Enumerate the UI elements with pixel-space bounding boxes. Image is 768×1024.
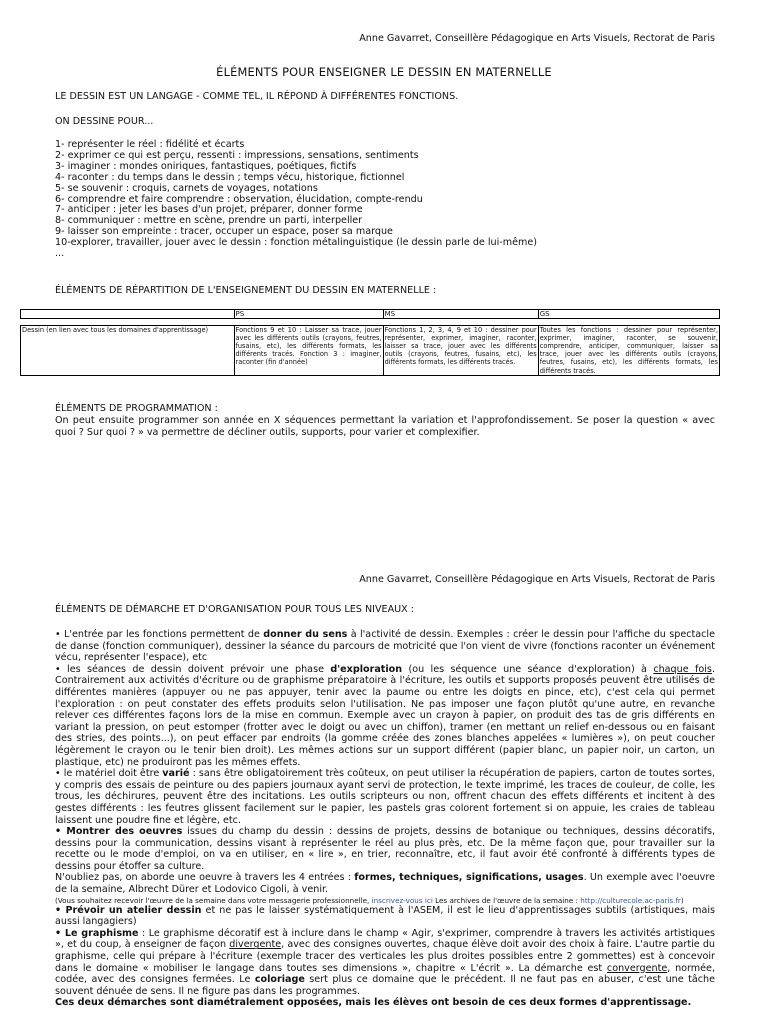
table-header-cell bbox=[21, 310, 235, 319]
programmation-heading: ÉLÉMENTS DE PROGRAMMATION : bbox=[55, 403, 218, 414]
list-item: 8- communiquer : mettre en scène, prendre un parti, interpeller bbox=[55, 215, 363, 227]
bullet-oeuvres: • Montrer des oeuvres issues du champ du dessin : dessins de projets, dessins de botanique ou techniques, dessins décoratifs, dessins pour la communication, dessins visant à représenter le réel au plus près, etc. De la même façon que, pour travailler sur la recette ou le mode d'emploi, on va en utiliser, en « lire », en trier, reconnaître, etc, il faut avoir été confronté à différents types de dessins pour étoffer sa culture. bbox=[55, 826, 716, 872]
archives-link[interactable]: http://culturecole.ac-paris.fr bbox=[580, 895, 681, 905]
on-dessine-heading: ON DESSINE POUR... bbox=[55, 116, 154, 127]
conclusion-line: Ces deux démarches sont diamétralement opposées, mais les élèves ont besoin de ces deux formes d'apprentissage. bbox=[55, 997, 692, 1009]
list-item: 10-explorer, travailler, jouer avec le dessin : fonction métalinguistique (le dessin parle de lui-même) bbox=[55, 237, 537, 249]
table-row-label: Dessin (en lien avec tous les domaines d'apprentissage) bbox=[21, 326, 235, 376]
table-row bbox=[21, 326, 720, 376]
list-item: 3- imaginer : mondes oniriques, fantastiques, poétiques, fictifs bbox=[55, 160, 357, 172]
list-item: 2- exprimer ce qui est perçu, ressenti : impressions, sensations, sentiments bbox=[55, 149, 419, 161]
list-item: ... bbox=[55, 248, 65, 260]
subscribe-link[interactable]: inscrivez-vous ici bbox=[371, 895, 433, 905]
functions-list bbox=[55, 140, 537, 260]
list-item: 4- raconter : du temps dans le dessin ; temps vécu, historique, fictionnel bbox=[55, 171, 405, 183]
list-item: 1- représenter le réel : fidélité et écarts bbox=[55, 139, 245, 150]
programmation-text: On peut ensuite programmer son année en X séquences permettant la variation et l'approfondissement. Se poser la question « avec quoi ? Sur quoi ? » va permettre de décliner outils, supports, pour varier et complexifier. bbox=[55, 415, 715, 438]
bullet-entrees: N'oubliez pas, on aborde une oeuvre à travers les 4 entrées : formes, techniques, significations, usages. Un exemple avec l'oeuvre de la semaine, Albrecht Dürer et Lodovico Cigoli, à venir. bbox=[55, 872, 715, 896]
newsletter-note: (Vous souhaitez recevoir l'œuvre de la semaine dans votre messagerie professionnelle, inscrivez-vous ici Les archives de l'œuvre de la semaine : http://culturecole.ac-paris.fr) bbox=[55, 895, 684, 905]
bullet-sens: • L'entrée par les fonctions permettent de donner du sens à l'activité de dessin. Exemples : créer le dessin pour l'affiche du spectacle de danse (fonction communiquer), dessiner la séance du parcours de motricité que l'on vient de vivre (fonctions raconter un événement vécu, représenter l'espace), etc bbox=[55, 629, 715, 664]
demarche-body bbox=[55, 629, 715, 1009]
repartition-heading: ÉLÉMENTS DE RÉPARTITION DE L'ENSEIGNEMENT DU DESSIN EN MATERNELLE : bbox=[55, 285, 437, 296]
table-header-ms: MS bbox=[383, 310, 538, 319]
demarche-heading: ÉLÉMENTS DE DÉMARCHE ET D'ORGANISATION POUR TOUS LES NIVEAUX : bbox=[55, 604, 415, 615]
bullet-graphisme: • Le graphisme : Le graphisme décoratif est à inclure dans le champ « Agir, s'exprimer, comprendre à travers les activités artistiques », et du coup, à enseigner de façon divergente, avec des consignes ouvertes, chaque élève doit avoir des choix à faire. L'autre partie du graphisme, celle qui prépare à l'écriture (exemple tracer des verticales les plus droites possibles entre 2 gommettes) est à concevoir dans le domaine « mobiliser le langage dans toutes ses dimensions », chapitre « L'écrit ». La démarche est convergente, normée, codée, avec des consignes fermées. Le coloriage sert plus ce domaine que le précédent. Il ne faut pas en abuser, c'est une tâche souvent dénuée de sens. Il ne figure pas dans les programmes. bbox=[55, 927, 715, 997]
list-item: 5- se souvenir : croquis, carnets de voyages, notations bbox=[55, 182, 318, 194]
document-title: ÉLÉMENTS POUR ENSEIGNER LE DESSIN EN MATERNELLE bbox=[216, 65, 552, 79]
bullet-atelier: • Prévoir un atelier dessin et ne pas le laisser systématiquement à l'ASEM, il est le lieu d'apprentissages subtils (artistiques, mais aussi langagiers) bbox=[55, 904, 715, 928]
table-cell-ps: Fonctions 9 et 10 : Laisser sa trace, jouer avec les différents outils (crayons, feutres, fusains, etc), les différents formats, les différents tracés. Fonction 3 : imaginer, raconter (fin d'année) bbox=[234, 326, 383, 376]
list-item: 6- comprendre et faire comprendre : observation, élucidation, compte-rendu bbox=[55, 193, 423, 205]
table-header-gs: GS bbox=[538, 310, 719, 319]
intro-statement: LE DESSIN EST UN LANGAGE - COMME TEL, IL RÉPOND À DIFFÉRENTES FONCTIONS. bbox=[55, 91, 459, 102]
bullet-exploration: • les séances de dessin doivent prévoir une phase d'exploration (ou les séquence une séance d'exploration) à chaque fois. Contrairement aux activités d'écriture ou de graphisme préparatoire à l'écriture, les outils et supports proposés peuvent être utilisés de différentes manières (appuyer ou ne pas appuyer, tenir avec la paume ou entre les doigts en pince, etc), c'est cela qui permet l'exploration : on peut constater des effets produits selon l'utilisation. Ne pas imposer une façon plutôt qu'une autre, en revanche relever ces différentes façons lors de la mise en commun. Exemple avec un crayon à papier, on produit des tas de gris différents en variant la pression, on peut estomper (frotter avec le doigt ou avec un chiffon), tramer (en mettant un relief en-dessous ou en faisant des stries, des points...), on peut effacer par endroits (la gomme créée des zones blanches appelées « lumières »), on peut coucher légèrement le crayon ou le tenir bien droit). Les mêmes actions sur un support différent (papier blanc, un papier noir, un carton, un plastique, etc) ne produiront pas les mêmes effets. bbox=[55, 663, 715, 768]
table-header-row bbox=[21, 310, 720, 319]
repartition-table bbox=[20, 309, 720, 376]
table-cell-gs: Toutes les fonctions : dessiner pour représenter, exprimer, imaginer, raconter, se souvenir, comprendre, anticiper, communiquer, laisser sa trace, jouer avec les différents outils (crayons, feutres, fusains, etc), les différents formats, les différents tracés. bbox=[539, 326, 718, 375]
list-item: 7- anticiper : jeter les bases d'un projet, préparer, donner forme bbox=[55, 204, 363, 216]
table-header-ps: PS bbox=[234, 310, 383, 319]
list-item: 9- laisser son empreinte : tracer, occuper un espace, poser sa marque bbox=[55, 226, 393, 238]
bullet-materiel: • le matériel doit être varié : sans être obligatoirement très coûteux, on peut utiliser la récupération de papiers, carton de toutes sortes, y compris des essais de peinture ou des papiers journaux ayant servi de protection, le texte imprimé, les traces de couleur, de colle, les trous, les déchirures, peuvent être des incitations. Les outils scripteurs ou non, offrent chacun des effets différents et incitent à des gestes différents : les feutres glissent facilement sur le papier, les pastels gras colorent fortement si on appuie, les craies de tableau laissent une poudre fine et légère, etc. bbox=[55, 768, 715, 826]
page-header: Anne Gavarret, Conseillère Pédagogique en Arts Visuels, Rectorat de Paris bbox=[359, 33, 715, 44]
table-cell-ms: Fonctions 1, 2, 3, 4, 9 et 10 : dessiner pour représenter, exprimer, imaginer, raconter, laisser sa trace, jouer avec les différents outils (crayons, feutres, fusains, etc), les différents formats, les différents tracés. bbox=[383, 326, 538, 376]
page-header-2: Anne Gavarret, Conseillère Pédagogique en Arts Visuels, Rectorat de Paris bbox=[359, 574, 715, 585]
